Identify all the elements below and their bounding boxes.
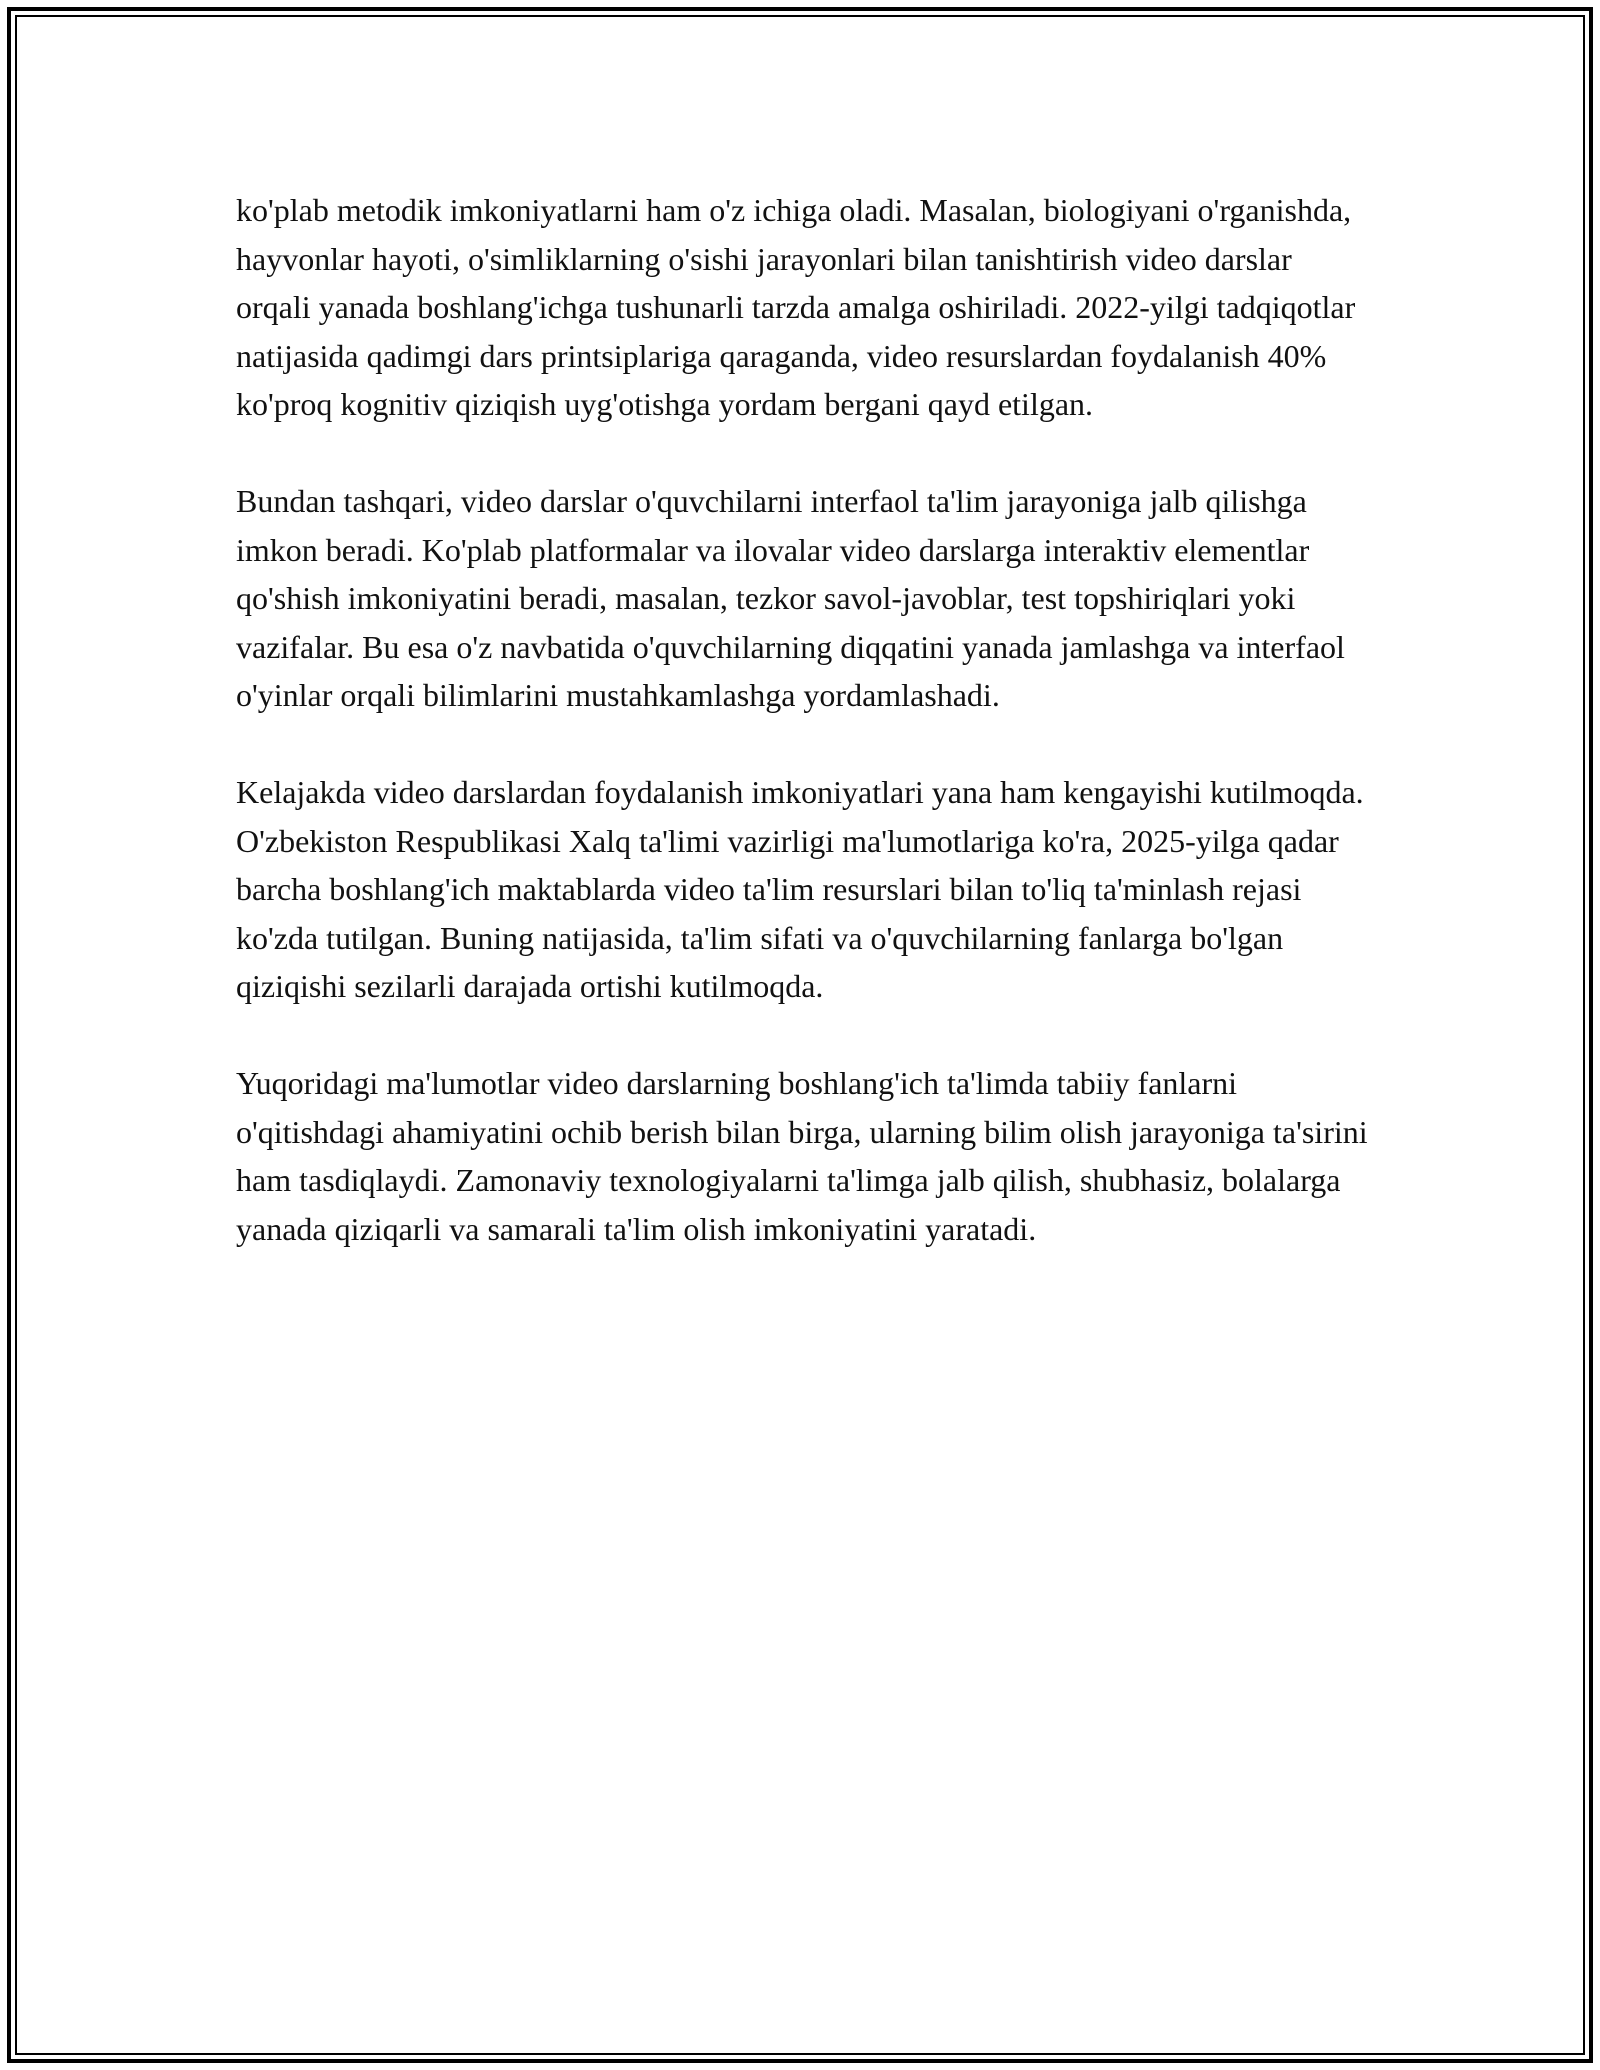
paragraph-3: Kelajakda video darslardan foydalanish imkoniyatlari yana ham kengayishi kutilmoqda. O'zbekiston Respublikasi Xalq ta'limi vazirligi ma'lumotlariga ko'ra, 2025-yilga qadar barcha boshlang'ich maktablarda video ta'lim resurslari bilan to'liq ta'minlash rejasi ko'zda tutilgan. Buning natijasida, ta'lim sifati va o'quvchilarning fanlarga bo'lgan qiziqishi sezilarli darajada ortishi kutilmoqda. [236, 774, 1364, 1004]
paragraph-2: Bundan tashqari, video darslar o'quvchilarni interfaol ta'lim jarayoniga jalb qilishga imkon beradi. Ko'plab platformalar va ilovalar video darslarga interaktiv elementlar qo'shish imkoniyatini beradi, masalan, tezkor savol-javoblar, test topshiriqlari yoki vazifalar. Bu esa o'z navbatida o'quvchilarning diqqatini yanada jamlashga va interfaol o'yinlar orqali bilimlarini mustahkamlashga yordamlashadi. [236, 483, 1345, 713]
document-body [236, 186, 1371, 1302]
paragraph-1: ko'plab metodik imkoniyatlarni ham o'z ichiga oladi. Masalan, biologiyani o'rganishda, hayvonlar hayoti, o'simliklarning o'sishi jarayonlari bilan tanishtirish video darslar orqali yanada boshlang'ichga tushunarli tarzda amalga oshiriladi. 2022-yilgi tadqiqotlar natijasida qadimgi dars printsiplariga qaraganda, video resurslardan foydalanish 40% ko'proq kognitiv qiziqish uyg'otishga yordam bergani qayd etilgan. [236, 192, 1356, 422]
paragraph-4: Yuqoridagi ma'lumotlar video darslarning boshlang'ich ta'limda tabiiy fanlarni o'qitishdagi ahamiyatini ochib berish bilan birga, ularning bilim olish jarayoniga ta'sirini ham tasdiqlaydi. Zamonaviy texnologiyalarni ta'limga jalb qilish, shubhasiz, bolalarga yanada qiziqarli va samarali ta'lim olish imkoniyatini yaratadi. [236, 1065, 1368, 1247]
